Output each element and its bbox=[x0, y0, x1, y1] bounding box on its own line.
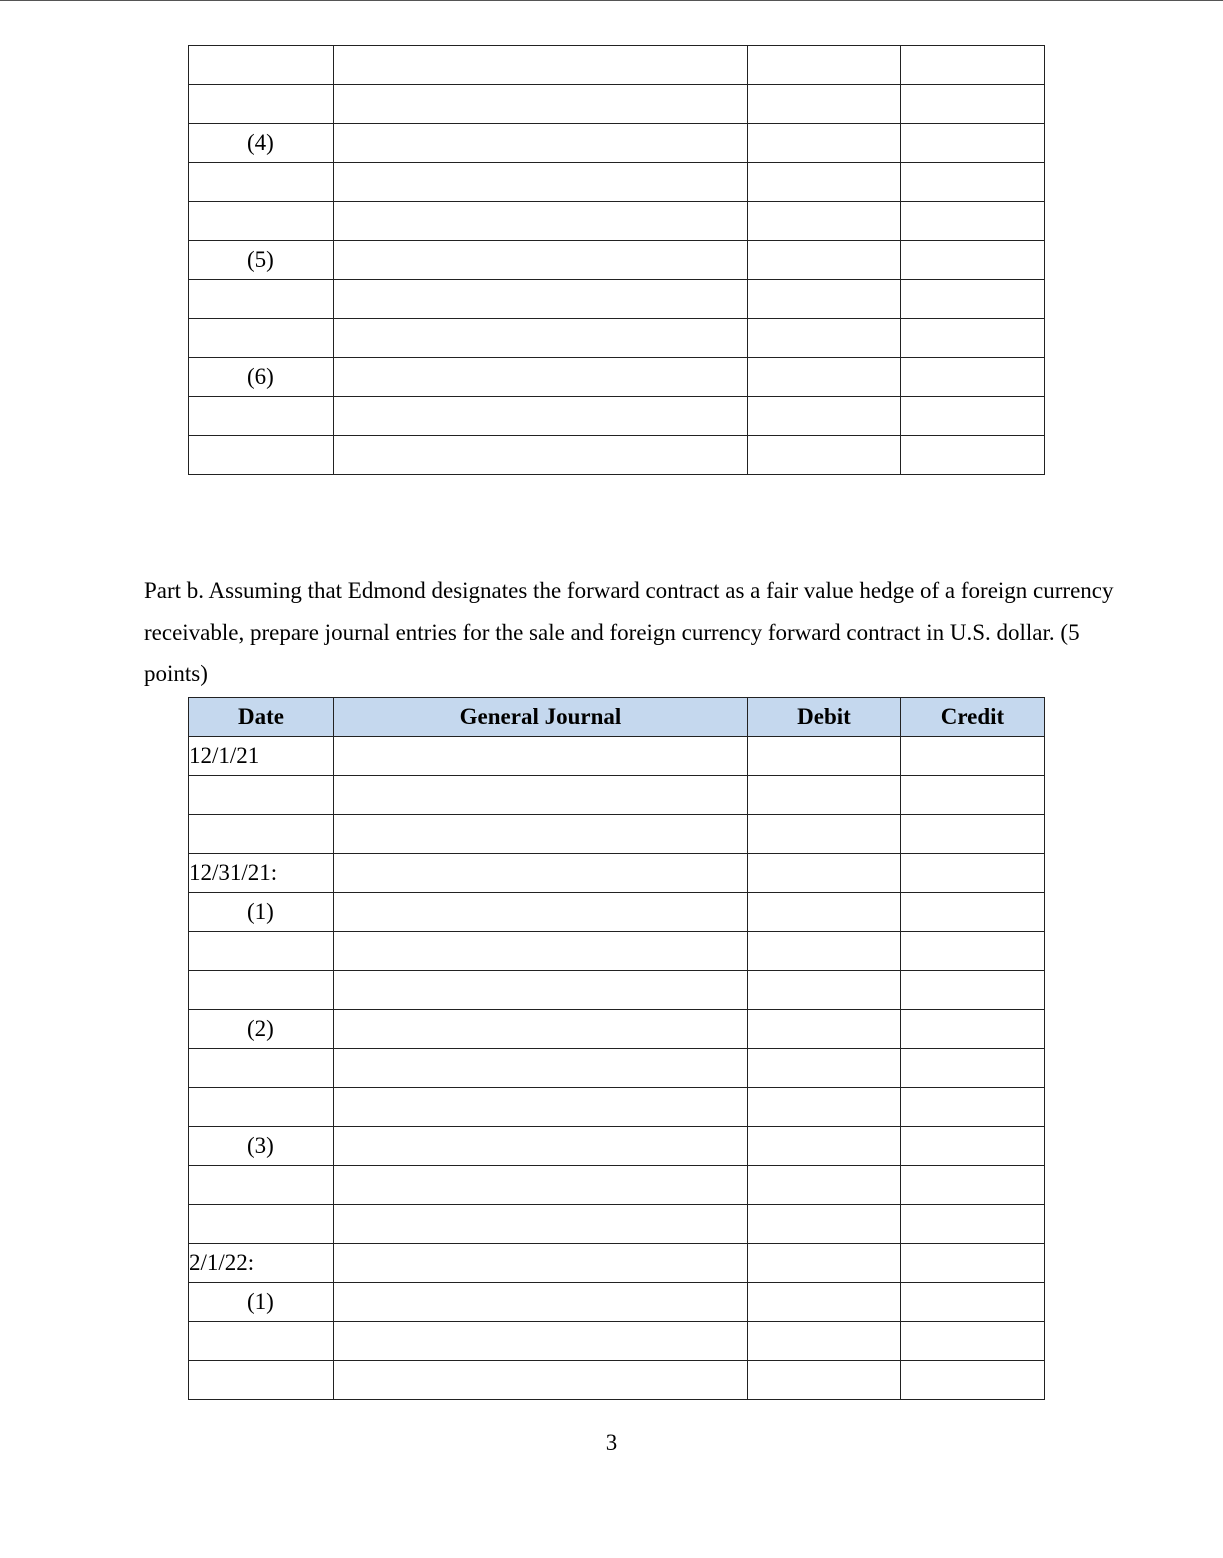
credit-cell[interactable] bbox=[901, 776, 1045, 815]
journal-cell[interactable] bbox=[334, 241, 748, 280]
debit-cell[interactable] bbox=[748, 815, 901, 854]
debit-cell[interactable] bbox=[748, 202, 901, 241]
journal-cell[interactable] bbox=[334, 1283, 748, 1322]
table-row bbox=[189, 854, 1045, 893]
date-cell[interactable] bbox=[189, 1166, 334, 1205]
debit-cell[interactable] bbox=[748, 893, 901, 932]
credit-cell[interactable] bbox=[901, 319, 1045, 358]
date-cell[interactable]: (4) bbox=[189, 124, 334, 163]
table-row bbox=[189, 280, 1045, 319]
date-cell[interactable]: 12/31/21: bbox=[189, 854, 334, 893]
journal-cell[interactable] bbox=[334, 163, 748, 202]
credit-cell[interactable] bbox=[901, 241, 1045, 280]
date-cell[interactable] bbox=[189, 436, 334, 475]
credit-cell[interactable] bbox=[901, 1127, 1045, 1166]
debit-cell[interactable] bbox=[748, 1361, 901, 1400]
date-cell[interactable]: 2/1/22: bbox=[189, 1244, 334, 1283]
table-row bbox=[189, 124, 1045, 163]
credit-cell[interactable] bbox=[901, 436, 1045, 475]
table-row bbox=[189, 85, 1045, 124]
table-row bbox=[189, 1049, 1045, 1088]
table-row bbox=[189, 241, 1045, 280]
journal-table-part-a-body bbox=[189, 46, 1045, 475]
credit-cell[interactable] bbox=[901, 1244, 1045, 1283]
journal-cell[interactable] bbox=[334, 1361, 748, 1400]
table-row bbox=[189, 1322, 1045, 1361]
table-row bbox=[189, 1127, 1045, 1166]
debit-cell[interactable] bbox=[748, 971, 901, 1010]
date-cell[interactable] bbox=[189, 280, 334, 319]
table-row bbox=[189, 893, 1045, 932]
table-row bbox=[189, 163, 1045, 202]
date-column-header: Date bbox=[189, 698, 334, 737]
credit-cell[interactable] bbox=[901, 202, 1045, 241]
debit-cell[interactable] bbox=[748, 358, 901, 397]
debit-cell[interactable] bbox=[748, 436, 901, 475]
debit-cell[interactable] bbox=[748, 1049, 901, 1088]
date-cell[interactable] bbox=[189, 163, 334, 202]
credit-cell[interactable] bbox=[901, 1049, 1045, 1088]
date-cell[interactable]: (2) bbox=[189, 1010, 334, 1049]
date-cell[interactable]: (3) bbox=[189, 1127, 334, 1166]
credit-cell[interactable] bbox=[901, 737, 1045, 776]
table-row bbox=[189, 1010, 1045, 1049]
debit-cell[interactable] bbox=[748, 1166, 901, 1205]
table-row bbox=[189, 932, 1045, 971]
table-row bbox=[189, 46, 1045, 85]
journal-cell[interactable] bbox=[334, 319, 748, 358]
page-number: 3 bbox=[605, 1430, 618, 1455]
date-cell[interactable]: (5) bbox=[189, 241, 334, 280]
journal-table-header bbox=[189, 698, 1045, 737]
table-row bbox=[189, 319, 1045, 358]
credit-cell[interactable] bbox=[901, 971, 1045, 1010]
credit-column-header: Credit bbox=[901, 698, 1045, 737]
credit-cell[interactable] bbox=[901, 1088, 1045, 1127]
table-row bbox=[189, 1205, 1045, 1244]
date-cell[interactable] bbox=[189, 202, 334, 241]
debit-column-header: Debit bbox=[748, 698, 901, 737]
debit-cell[interactable] bbox=[748, 854, 901, 893]
table-row bbox=[189, 1166, 1045, 1205]
journal-table-part-a-continued bbox=[188, 45, 1045, 475]
part-b-instructions: Part b. Assuming that Edmond designates the forward contract as a fair value hedge of a foreign currency receivable, prepare journal entries for the sale and foreign currency forward contract in U.S. dollar. (5 points) bbox=[144, 578, 1114, 686]
journal-cell[interactable] bbox=[334, 1166, 748, 1205]
debit-cell[interactable] bbox=[748, 1205, 901, 1244]
credit-cell[interactable] bbox=[901, 46, 1045, 85]
debit-cell[interactable] bbox=[748, 1322, 901, 1361]
date-cell[interactable] bbox=[189, 932, 334, 971]
table-row bbox=[189, 737, 1045, 776]
credit-cell[interactable] bbox=[901, 85, 1045, 124]
journal-cell[interactable] bbox=[334, 202, 748, 241]
journal-cell[interactable] bbox=[334, 776, 748, 815]
table-row bbox=[189, 1088, 1045, 1127]
date-cell[interactable] bbox=[189, 1049, 334, 1088]
debit-cell[interactable] bbox=[748, 1244, 901, 1283]
debit-cell[interactable] bbox=[748, 1088, 901, 1127]
journal-cell[interactable] bbox=[334, 737, 748, 776]
general-journal-column-header: General Journal bbox=[334, 698, 748, 737]
debit-cell[interactable] bbox=[748, 163, 901, 202]
credit-cell[interactable] bbox=[901, 163, 1045, 202]
debit-cell[interactable] bbox=[748, 932, 901, 971]
credit-cell[interactable] bbox=[901, 397, 1045, 436]
date-cell[interactable] bbox=[189, 815, 334, 854]
date-cell[interactable] bbox=[189, 776, 334, 815]
date-cell[interactable] bbox=[189, 1361, 334, 1400]
table-row bbox=[189, 1361, 1045, 1400]
credit-cell[interactable] bbox=[901, 280, 1045, 319]
page-top-border bbox=[0, 0, 1223, 1]
debit-cell[interactable] bbox=[748, 737, 901, 776]
journal-cell[interactable] bbox=[334, 1010, 748, 1049]
date-cell[interactable] bbox=[189, 971, 334, 1010]
journal-cell[interactable] bbox=[334, 893, 748, 932]
journal-cell[interactable] bbox=[334, 1127, 748, 1166]
journal-table-part-b bbox=[188, 697, 1045, 1400]
date-cell[interactable] bbox=[189, 1205, 334, 1244]
date-cell[interactable]: (1) bbox=[189, 893, 334, 932]
credit-cell[interactable] bbox=[901, 1322, 1045, 1361]
date-cell[interactable]: (1) bbox=[189, 1283, 334, 1322]
date-cell[interactable] bbox=[189, 1088, 334, 1127]
journal-cell[interactable] bbox=[334, 1088, 748, 1127]
journal-cell[interactable] bbox=[334, 124, 748, 163]
journal-cell[interactable] bbox=[334, 85, 748, 124]
debit-cell[interactable] bbox=[748, 1283, 901, 1322]
credit-cell[interactable] bbox=[901, 1283, 1045, 1322]
table-row bbox=[189, 358, 1045, 397]
credit-cell[interactable] bbox=[901, 1010, 1045, 1049]
date-cell[interactable] bbox=[189, 46, 334, 85]
debit-cell[interactable] bbox=[748, 124, 901, 163]
debit-cell[interactable] bbox=[748, 319, 901, 358]
credit-cell[interactable] bbox=[901, 854, 1045, 893]
debit-cell[interactable] bbox=[748, 85, 901, 124]
date-cell[interactable]: 12/1/21 bbox=[189, 737, 334, 776]
credit-cell[interactable] bbox=[901, 1361, 1045, 1400]
table-row bbox=[189, 436, 1045, 475]
credit-cell[interactable] bbox=[901, 358, 1045, 397]
credit-cell[interactable] bbox=[901, 124, 1045, 163]
journal-cell[interactable] bbox=[334, 397, 748, 436]
credit-cell[interactable] bbox=[901, 815, 1045, 854]
journal-cell[interactable] bbox=[334, 932, 748, 971]
journal-cell[interactable] bbox=[334, 46, 748, 85]
journal-cell[interactable] bbox=[334, 1205, 748, 1244]
table-row bbox=[189, 1283, 1045, 1322]
header-row bbox=[189, 698, 1045, 737]
date-cell[interactable] bbox=[189, 397, 334, 436]
debit-cell[interactable] bbox=[748, 1127, 901, 1166]
journal-cell[interactable] bbox=[334, 1244, 748, 1283]
journal-cell[interactable] bbox=[334, 971, 748, 1010]
journal-cell[interactable] bbox=[334, 280, 748, 319]
debit-cell[interactable] bbox=[748, 241, 901, 280]
date-cell[interactable] bbox=[189, 1322, 334, 1361]
journal-cell[interactable] bbox=[334, 815, 748, 854]
credit-cell[interactable] bbox=[901, 893, 1045, 932]
debit-cell[interactable] bbox=[748, 397, 901, 436]
credit-cell[interactable] bbox=[901, 1166, 1045, 1205]
journal-table-part-b-body bbox=[189, 737, 1045, 1400]
table-row bbox=[189, 815, 1045, 854]
debit-cell[interactable] bbox=[748, 1010, 901, 1049]
debit-cell[interactable] bbox=[748, 46, 901, 85]
table-row bbox=[189, 1244, 1045, 1283]
debit-cell[interactable] bbox=[748, 776, 901, 815]
journal-cell[interactable] bbox=[334, 1049, 748, 1088]
date-cell[interactable] bbox=[189, 319, 334, 358]
table-row bbox=[189, 776, 1045, 815]
journal-cell[interactable] bbox=[334, 854, 748, 893]
date-cell[interactable]: (6) bbox=[189, 358, 334, 397]
table-row bbox=[189, 397, 1045, 436]
journal-cell[interactable] bbox=[334, 358, 748, 397]
credit-cell[interactable] bbox=[901, 932, 1045, 971]
table-row bbox=[189, 971, 1045, 1010]
date-cell[interactable] bbox=[189, 85, 334, 124]
journal-cell[interactable] bbox=[334, 1322, 748, 1361]
debit-cell[interactable] bbox=[748, 280, 901, 319]
credit-cell[interactable] bbox=[901, 1205, 1045, 1244]
table-row bbox=[189, 202, 1045, 241]
journal-cell[interactable] bbox=[334, 436, 748, 475]
